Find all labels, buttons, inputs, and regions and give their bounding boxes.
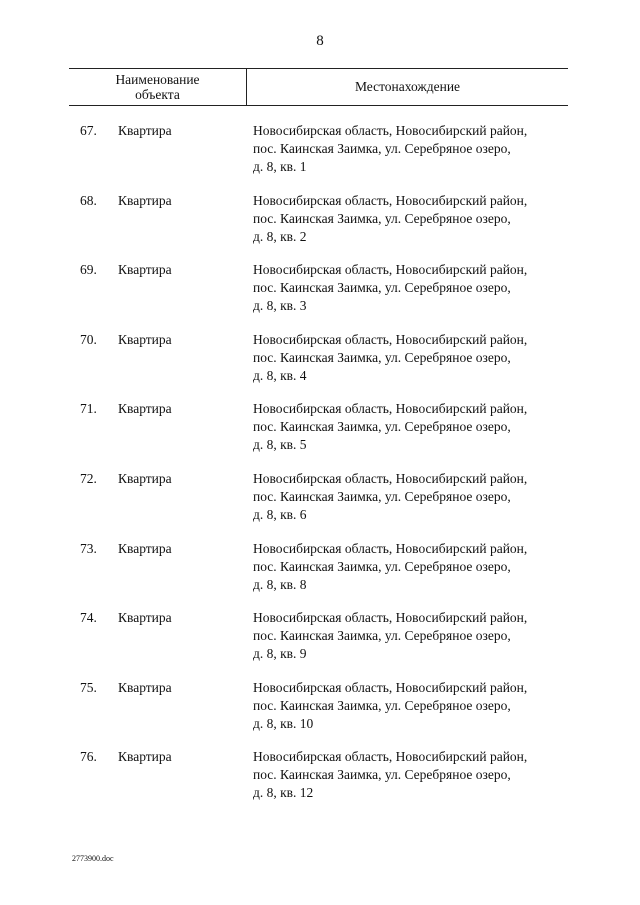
column-header-name-line2: объекта xyxy=(135,87,180,102)
column-header-name-line1: Наименование xyxy=(115,72,200,87)
row-address xyxy=(253,540,583,594)
address-line: Новосибирская область, Новосибирский район, xyxy=(253,749,528,765)
address-line: д. 8, кв. 4 xyxy=(253,367,307,383)
table-row xyxy=(0,331,640,401)
address-line: пос. Каинская Заимка, ул. Серебряное озеро, xyxy=(253,488,511,504)
table-row xyxy=(0,470,640,540)
row-number: 71. xyxy=(80,401,97,417)
address-line: д. 8, кв. 6 xyxy=(253,506,307,522)
row-number: 76. xyxy=(80,749,97,765)
address-line: д. 8, кв. 2 xyxy=(253,228,307,244)
row-number: 67. xyxy=(80,123,97,138)
page-number: 8 xyxy=(316,33,324,49)
table-row xyxy=(0,679,640,749)
address-line: д. 8, кв. 9 xyxy=(253,646,307,662)
row-object-name: Квартира xyxy=(118,749,172,765)
row-number: 72. xyxy=(80,470,97,486)
row-address xyxy=(253,679,583,733)
address-line: д. 8, кв. 8 xyxy=(253,576,307,592)
address-line: Новосибирская область, Новосибирский район, xyxy=(253,123,528,138)
row-address xyxy=(253,609,583,663)
row-number: 68. xyxy=(80,192,97,208)
address-line: Новосибирская область, Новосибирский район, xyxy=(253,470,528,486)
table-row xyxy=(0,609,640,679)
footer-file-name: 2773900.doc xyxy=(72,854,114,863)
address-line: пос. Каинская Заимка, ул. Серебряное озеро, xyxy=(253,280,511,296)
column-header-location: Местонахождение xyxy=(354,79,461,94)
row-address xyxy=(253,122,583,176)
address-line: Новосибирская область, Новосибирский район, xyxy=(253,262,528,278)
address-line: пос. Каинская Заимка, ул. Серебряное озеро, xyxy=(253,349,511,365)
table-row xyxy=(0,400,640,470)
address-line: д. 8, кв. 12 xyxy=(253,785,314,801)
row-object-name: Квартира xyxy=(118,610,172,626)
address-line: д. 8, кв. 5 xyxy=(253,437,307,453)
address-line: Новосибирская область, Новосибирский район, xyxy=(253,679,528,695)
address-line: д. 8, кв. 3 xyxy=(253,298,307,314)
address-line: пос. Каинская Заимка, ул. Серебряное озеро, xyxy=(253,210,511,226)
address-line: д. 8, кв. 1 xyxy=(253,159,307,174)
column-header-name xyxy=(69,72,246,102)
address-line: пос. Каинская Заимка, ул. Серебряное озеро, xyxy=(253,558,511,574)
table-row xyxy=(0,748,640,818)
address-line: пос. Каинская Заимка, ул. Серебряное озеро, xyxy=(253,628,511,644)
row-object-name: Квартира xyxy=(118,540,172,556)
address-line: пос. Каинская Заимка, ул. Серебряное озеро, xyxy=(253,697,511,713)
row-object-name: Квартира xyxy=(118,470,172,486)
row-address xyxy=(253,261,583,315)
table-row xyxy=(0,261,640,331)
address-line: Новосибирская область, Новосибирский район, xyxy=(253,192,528,208)
table-header xyxy=(69,68,568,106)
address-line: пос. Каинская Заимка, ул. Серебряное озеро, xyxy=(253,141,511,156)
row-number: 73. xyxy=(80,540,97,556)
address-line: Новосибирская область, Новосибирский район, xyxy=(253,331,528,347)
row-number: 69. xyxy=(80,262,97,278)
row-number: 75. xyxy=(80,679,97,695)
row-number: 74. xyxy=(80,610,97,626)
table-row xyxy=(0,122,640,192)
row-address xyxy=(253,192,583,246)
row-address xyxy=(253,331,583,385)
table-row xyxy=(0,540,640,610)
row-object-name: Квартира xyxy=(118,262,172,278)
address-line: Новосибирская область, Новосибирский район, xyxy=(253,540,528,556)
table-body xyxy=(0,122,640,818)
row-address xyxy=(253,748,583,802)
row-object-name: Квартира xyxy=(118,192,172,208)
row-address xyxy=(253,400,583,454)
row-address xyxy=(253,470,583,524)
address-line: пос. Каинская Заимка, ул. Серебряное озеро, xyxy=(253,767,511,783)
table-row xyxy=(0,192,640,262)
row-number: 70. xyxy=(80,331,97,347)
row-object-name: Квартира xyxy=(118,331,172,347)
address-line: Новосибирская область, Новосибирский район, xyxy=(253,401,528,417)
address-line: Новосибирская область, Новосибирский район, xyxy=(253,610,528,626)
row-object-name: Квартира xyxy=(118,679,172,695)
row-object-name: Квартира xyxy=(118,401,172,417)
address-line: пос. Каинская Заимка, ул. Серебряное озеро, xyxy=(253,419,511,435)
address-line: д. 8, кв. 10 xyxy=(253,715,314,731)
row-object-name: Квартира xyxy=(118,123,172,138)
